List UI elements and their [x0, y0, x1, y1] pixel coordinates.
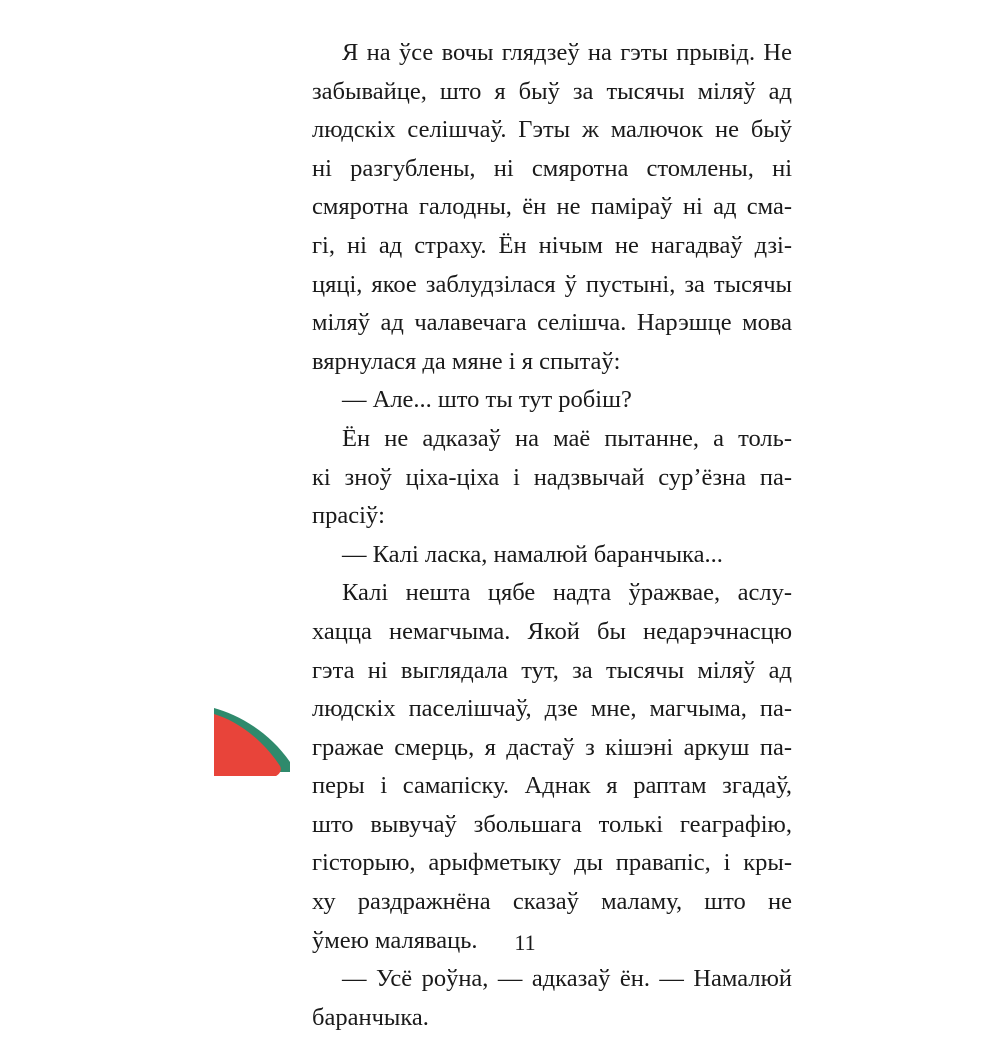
text-line: гі, ні ад страху. Ён нічым не нагадваў дзі-	[312, 231, 792, 259]
text-line: перы і самапіску. Аднак я раптам згадаў,	[312, 772, 792, 800]
text-line: ху раздражнёна сказаў маламу, што не	[312, 888, 792, 916]
text-line: цяці, якое заблудзілася ў пустыні, за тысячы	[312, 270, 792, 298]
illustration-fragment	[206, 700, 296, 790]
text-line: Калі нешта цябе надта ўражвае, аслу-	[342, 579, 792, 607]
text-line: прасіў:	[312, 502, 385, 530]
dialogue-line: — Калі ласка, намалюй баранчыка...	[342, 540, 723, 568]
text-line: ўмею маляваць.	[312, 926, 478, 954]
text-line: смяротна галодны, ён не паміраў ні ад сма-	[312, 193, 792, 221]
dialogue-line: — Усё роўна, — адказаў ён. — Намалюй	[342, 965, 792, 993]
text-line: гэта ні выглядала тут, за тысячы міляў ад	[312, 656, 792, 684]
text-line: хацца немагчыма. Якой бы недарэчнасцю	[312, 617, 792, 645]
text-line: людскіх паселішчаў, дзе мне, магчыма, па-	[312, 695, 792, 723]
dialogue-line: — Але... што ты тут робіш?	[342, 386, 632, 414]
text-line: Ён не адказаў на маё пытанне, а толь-	[342, 424, 792, 452]
text-line: ні разгублены, ні смяротна стомлены, ні	[312, 154, 792, 182]
text-line: гісторыю, арыфметыку ды правапіс, і кры-	[312, 849, 792, 877]
text-line: гражае смерць, я дастаў з кішэні аркуш па-	[312, 733, 792, 761]
text-line: вярнулася да мяне і я спытаў:	[312, 347, 621, 375]
text-line: Я на ўсе вочы глядзеў на гэты прывід. Не	[342, 39, 792, 66]
body-text	[312, 34, 792, 1037]
dialogue-line: баранчыка.	[312, 1003, 429, 1031]
text-line: міляў ад чалавечага селішча. Нарэшце мова	[312, 309, 792, 337]
text-line: людскіх селішчаў. Гэты ж малючок не быў	[312, 116, 792, 144]
text-line: кі зноў ціха-ціха і надзвычай сур’ёзна па-	[312, 463, 792, 491]
text-line: што вывучаў збольшага толькі геаграфію,	[312, 810, 792, 838]
page-number: 11	[514, 930, 536, 955]
text-line: забывайце, што я быў за тысячы міляў ад	[312, 77, 792, 105]
